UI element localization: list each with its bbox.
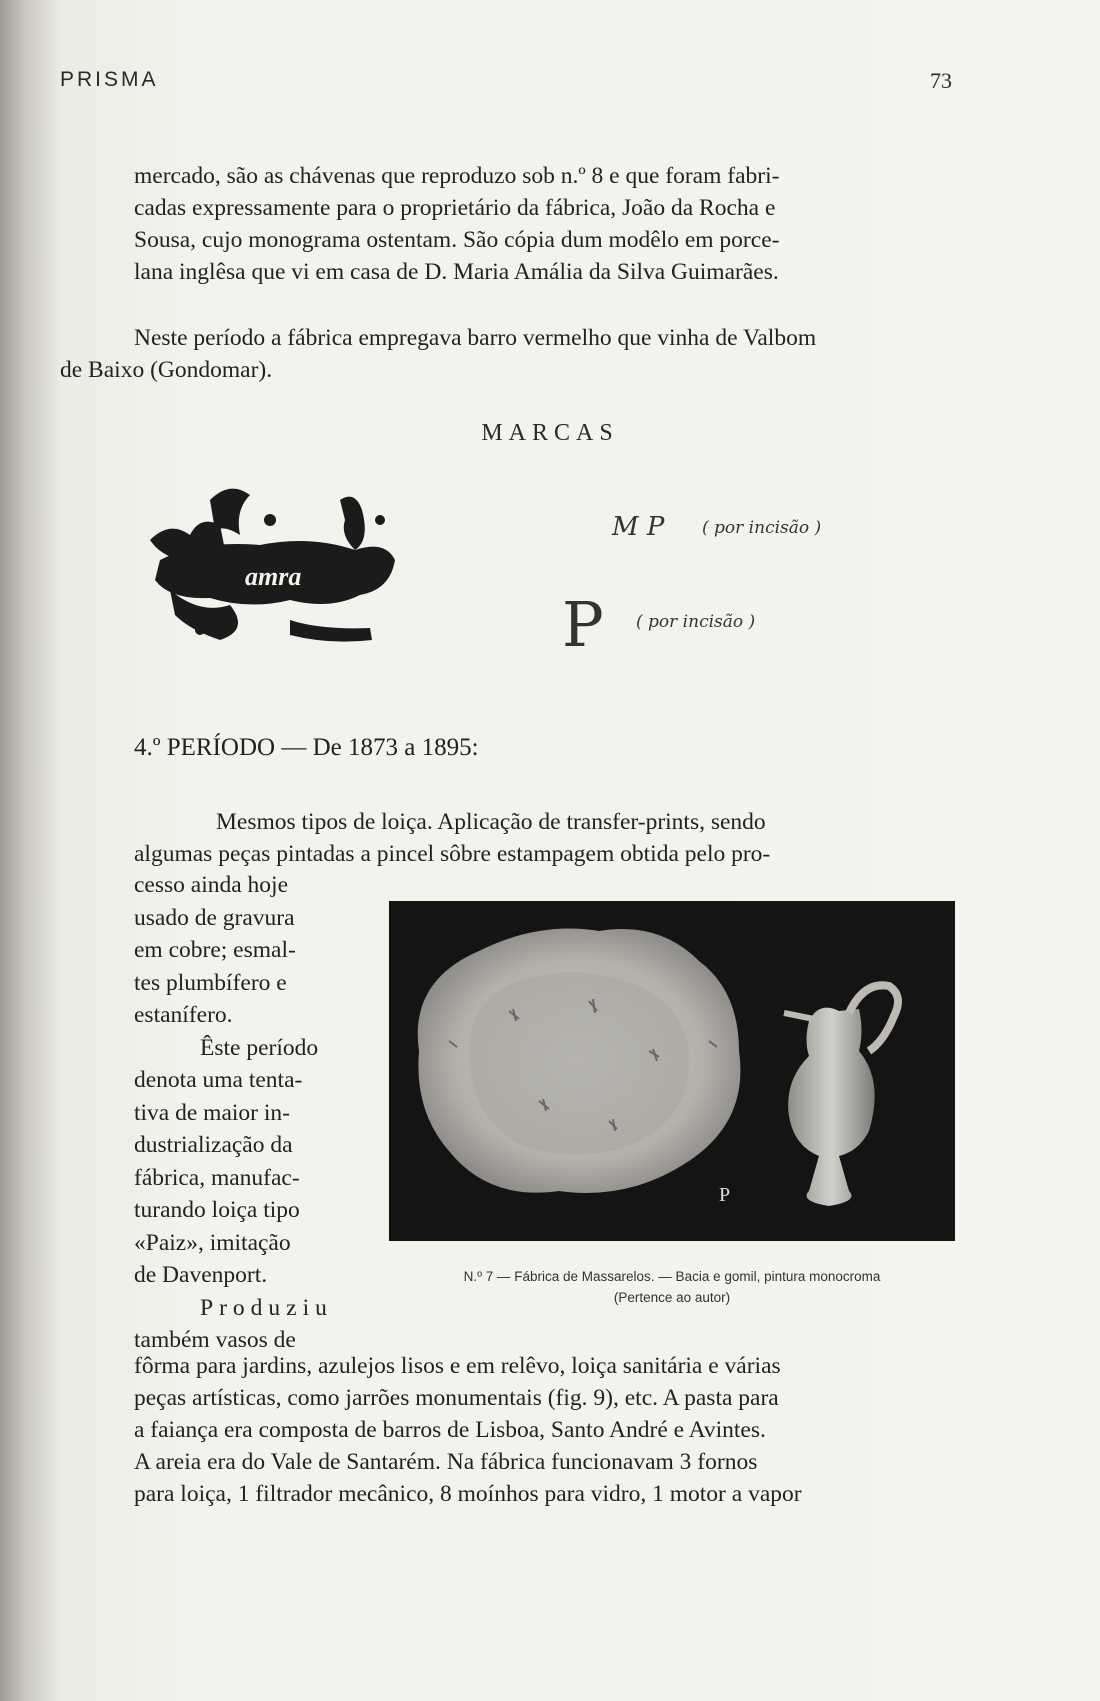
text-line: peças artísticas, como jarrões monumentais (fig. 9), etc. A pasta para bbox=[134, 1385, 779, 1411]
text-line: usado de gravura bbox=[134, 904, 295, 931]
text-line: denota uma tenta- bbox=[134, 1067, 303, 1093]
section-number: 4.º PERÍODO — bbox=[134, 734, 313, 761]
caption-line: (Pertence ao autor) bbox=[613, 1290, 731, 1305]
text-line: tes plumbífero e bbox=[134, 969, 287, 996]
text-line: algumas peças pintadas a pincel sôbre estampagem obtida pelo pro- bbox=[134, 841, 771, 867]
jug-mark: P bbox=[719, 1184, 731, 1206]
handwritten-mark-mp: M P bbox=[612, 512, 665, 542]
text-line: Produziu bbox=[200, 1294, 333, 1321]
page-number: 73 bbox=[930, 68, 952, 93]
text-line: em cobre; esmal- bbox=[134, 937, 296, 963]
handwritten-mark-p: P bbox=[562, 588, 604, 661]
section-range: De 1873 a 1895: bbox=[312, 734, 479, 761]
bottom-paragraph bbox=[134, 1350, 954, 1510]
photo-illustration bbox=[389, 901, 955, 1241]
factory-stamp-mark bbox=[140, 480, 410, 660]
marks-heading: MARCAS bbox=[481, 420, 619, 446]
text-line: de Baixo (Gondomar). bbox=[60, 357, 273, 383]
handwritten-note-2: ( por incisão ) bbox=[636, 612, 756, 632]
photograph-basin-and-jug bbox=[389, 901, 955, 1241]
running-title: PRISMA bbox=[60, 68, 159, 91]
text-line: de Davenport. bbox=[134, 1262, 268, 1288]
text-line: turando loiça tipo bbox=[134, 1197, 300, 1223]
text-line: para loiça, 1 filtrador mecânico, 8 moínhos para vidro, 1 motor a vapor bbox=[134, 1481, 802, 1507]
text-line: A areia era do Vale de Santarém. Na fábrica funcionavam 3 fornos bbox=[134, 1449, 758, 1475]
intro-lines bbox=[134, 806, 954, 870]
text-line: lana inglêsa que vi em casa de D. Maria Amália da Silva Guimarães. bbox=[134, 259, 779, 285]
top-paragraph bbox=[134, 160, 954, 288]
text-line: dustrialização da bbox=[134, 1132, 293, 1158]
text-line: mercado, são as chávenas que reproduzo sob n.º 8 e que foram fabri- bbox=[134, 163, 780, 189]
text-line: cadas expressamente para o proprietário da fábrica, João da Rocha e bbox=[134, 195, 776, 221]
handwritten-note-1: ( por incisão ) bbox=[702, 518, 822, 538]
section-title bbox=[134, 734, 479, 762]
figure-caption bbox=[389, 1266, 955, 1308]
text-line: a faiança era composta de barros de Lisboa, Santo André e Avintes. bbox=[134, 1417, 766, 1443]
text-line: tiva de maior in- bbox=[134, 1099, 290, 1126]
text-line: também vasos de bbox=[134, 1327, 296, 1353]
text-line: Êste período bbox=[200, 1034, 319, 1061]
text-line: cesso ainda hoje bbox=[134, 872, 289, 898]
text-line: Mesmos tipos de loiça. Aplicação de transfer-prints, sendo bbox=[216, 809, 766, 835]
text-line: Sousa, cujo monograma ostentam. São cópia dum modêlo em porce- bbox=[134, 227, 780, 253]
text-line: «Paiz», imitação bbox=[134, 1229, 291, 1256]
text-line: Neste período a fábrica empregava barro vermelho que vinha de Valbom bbox=[134, 325, 817, 351]
text-line: estanífero. bbox=[134, 1002, 233, 1028]
narrow-column bbox=[134, 869, 372, 1357]
text-line: fôrma para jardins, azulejos lisos e em relêvo, loiça sanitária e várias bbox=[134, 1353, 781, 1379]
svg-text:amra: amra bbox=[245, 562, 302, 591]
second-paragraph bbox=[60, 322, 954, 386]
caption-line: N.º 7 — Fábrica de Massarelos. — Bacia e gomil, pintura monocroma bbox=[463, 1269, 881, 1284]
text-line: fábrica, manufac- bbox=[134, 1164, 300, 1191]
